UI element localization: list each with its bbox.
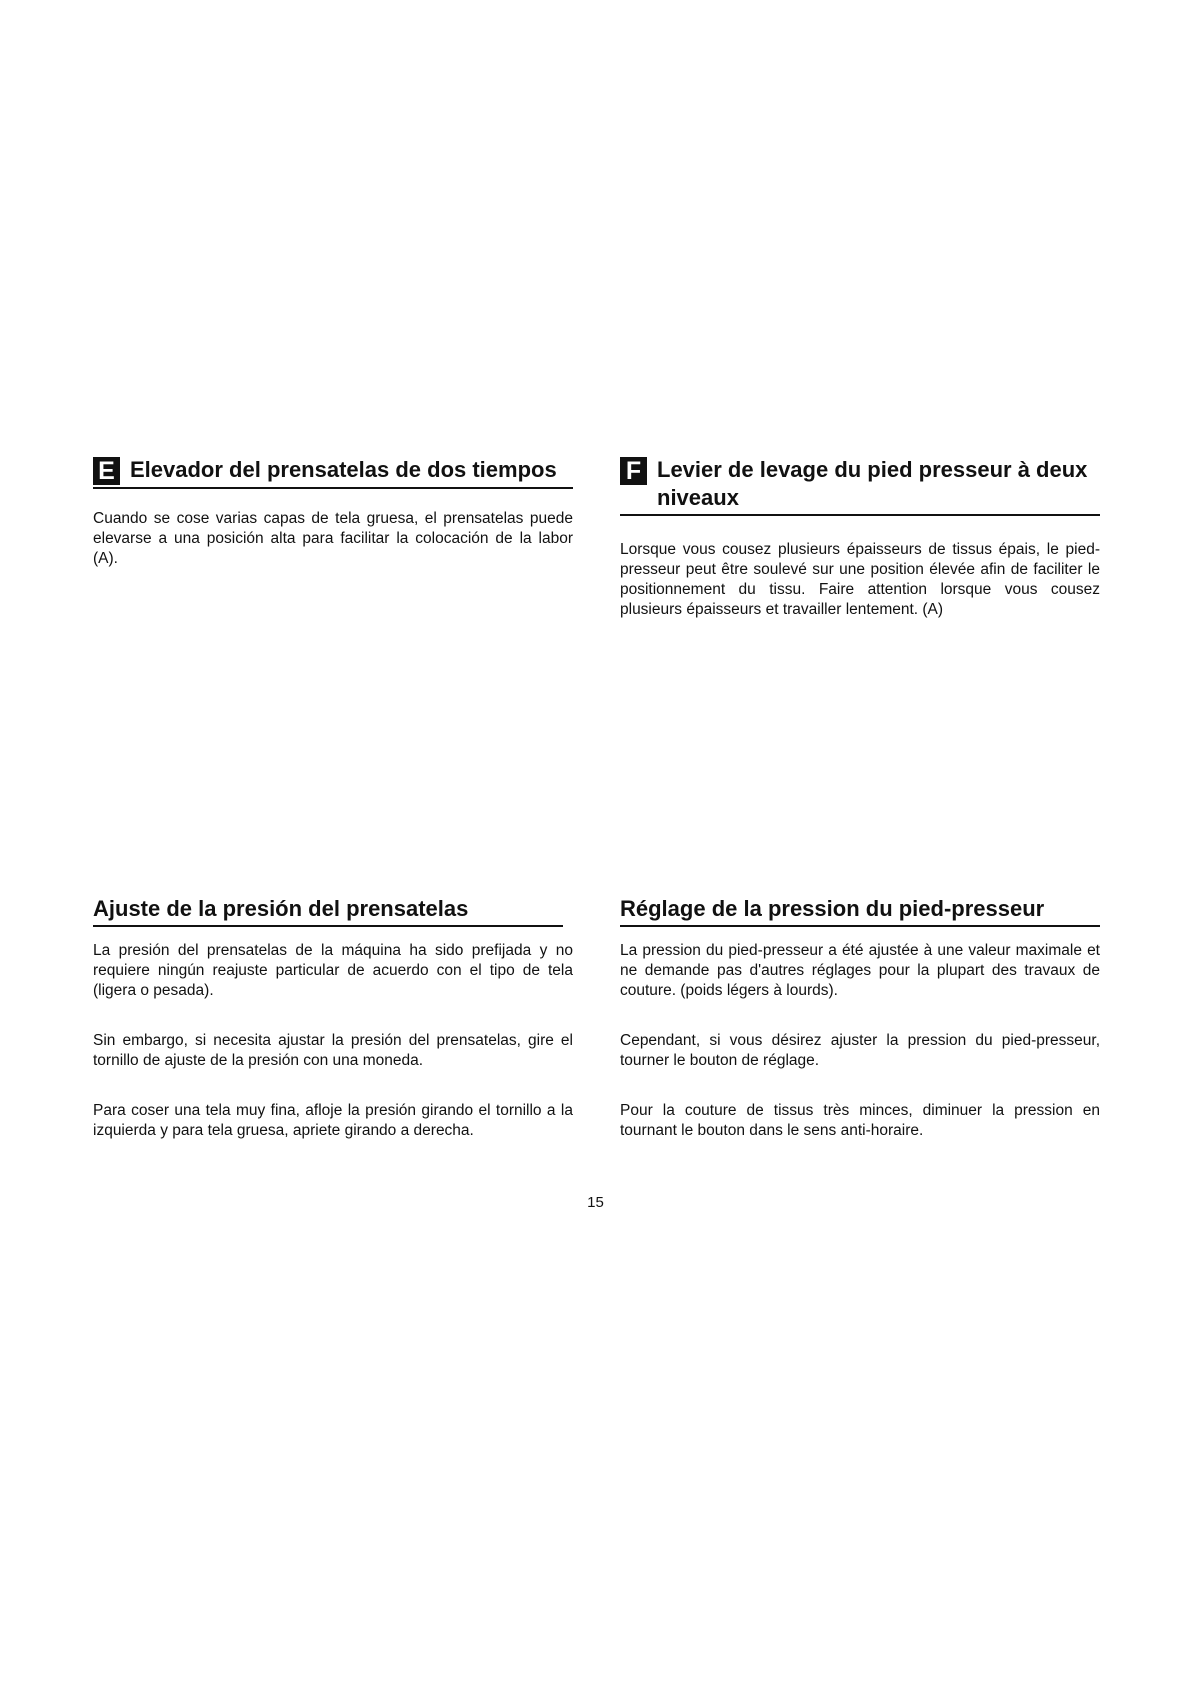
section-title: Levier de levage du pied presseur à deux niveaux <box>657 457 1088 510</box>
section-spanish-presser-pressure <box>93 895 573 1141</box>
section-french-presser-pressure <box>620 895 1100 1141</box>
section-heading <box>93 456 573 489</box>
paragraph: Sin embargo, si necesita ajustar la presión del prensatelas, gire el tornillo de ajuste de la presión con una moneda. <box>93 1032 573 1069</box>
language-badge-e: E <box>93 457 120 485</box>
paragraph: La pression du pied-presseur a été ajustée à une valeur maximale et ne demande pas d'autres réglages pour la plupart des travaux de couture. (poids légers à lourds). <box>620 942 1100 999</box>
paragraph: Cependant, si vous désirez ajuster la pression du pied-presseur, tourner le bouton de réglage. <box>620 1032 1100 1069</box>
section-title: Ajuste de la presión del prensatelas <box>93 896 469 921</box>
paragraph: Lorsque vous cousez plusieurs épaisseurs de tissus épais, le pied-presseur peut être soulevé sur une position élevée afin de faciliter le positionnement du tissu. Faire attention lorsque vous cousez plusieurs épaisseurs et travailler lentement. (A) <box>620 541 1100 618</box>
section-title: Elevador del prensatelas de dos tiempos <box>130 457 557 482</box>
section-french-presser-lifter <box>620 456 1100 620</box>
section-heading <box>620 895 1100 927</box>
paragraph: La presión del prensatelas de la máquina ha sido prefijada y no requiere ningún reajuste particular de acuerdo con el tipo de tela (ligera o pesada). <box>93 942 573 999</box>
paragraph: Cuando se cose varias capas de tela gruesa, el prensatelas puede elevarse a una posición alta para facilitar la colocación de la labor (A). <box>93 510 573 567</box>
section-heading <box>620 456 1100 516</box>
page-number: 15 <box>587 1194 604 1211</box>
section-title: Réglage de la pression du pied-presseur <box>620 896 1045 921</box>
paragraph: Para coser una tela muy fina, afloje la presión girando el tornillo a la izquierda y para tela gruesa, apriete girando a derecha. <box>93 1102 573 1139</box>
section-spanish-presser-lifter <box>93 456 573 569</box>
language-badge-f: F <box>620 457 647 485</box>
section-heading <box>93 895 563 927</box>
paragraph: Pour la couture de tissus très minces, diminuer la pression en tournant le bouton dans le sens anti-horaire. <box>620 1102 1100 1139</box>
